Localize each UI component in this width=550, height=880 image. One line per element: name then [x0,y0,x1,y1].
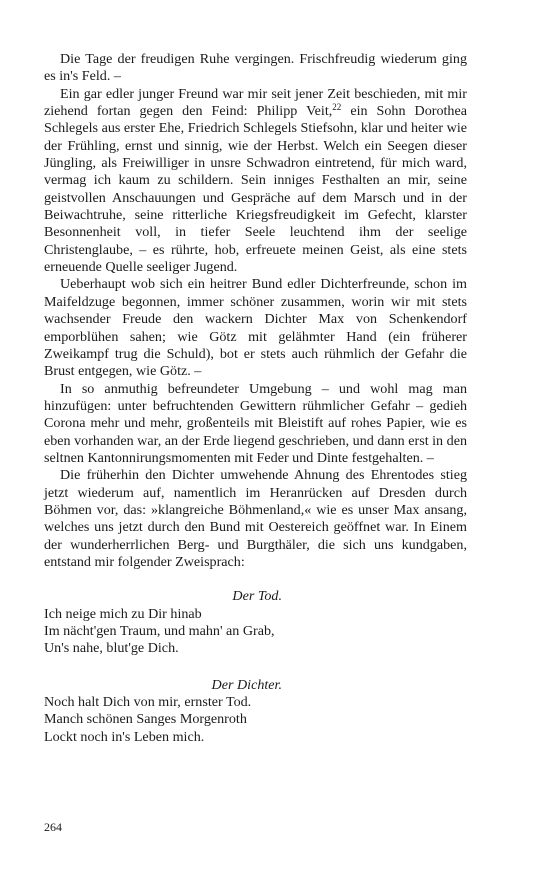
paragraph-text: Ein gar edler junger Freund war mir seit jener Zeit beschieden, mit mir ziehend fortan gegen den Feind: Philipp Veit, [44,85,467,120]
spacer [44,571,467,588]
paragraph: Ueberhaupt wob sich ein heitrer Bund edler Dichterfreunde, schon im Maifeldzuge begonnen, immer schöner zusammen, worin wir mit stets wachsender Freude den wackern Dichter Max von Schenkendorf emporblühen sahen; wie Götz mit gelähmter Hand (ein früherer Zweikampf trug die Schuld), bot er stets auch rühmlich der Gefahr die Brust entgegen, wie Götz. – [44,276,467,380]
poem-line: Im nächt'gen Traum, und mahn' an Grab, [44,623,275,639]
paragraph-text: ein Sohn Dorothea Schlegels aus erster Ehe, Friedrich Schlegels Stiefsohn, klar und heiter wie der Frühling, ernst und sinnig, wie der Herbst. Welch ein Seegen dieser Jüngling, als Freiwilliger in unsre Schwadron eintretend, für mich ward, vermag ich kaum zu schildern. Sein inniges Festhalten an mir, seine geistvollen Anschauungen und Gespräche auf dem Marsch und in der Beiwachtruhe, seine ritterliche Kriegsfreudigkeit im Gefecht, klarster Besonnenheit voll, in tiefer Seele leuchtend ihm der seelige Christenglaube, – es rührte, hob, erfreuete meinen Geist, als eine stets erneuende Quelle seeliger Jugend. [44,103,467,276]
stanza-speaker: Der Dichter. [211,676,282,693]
poem-line: Noch halt Dich von mir, ernster Tod. [44,694,252,711]
paragraph: In so anmuthig befreundeter Umgebung – und wohl mag man hinzufügen: unter befruchtenden Gewittern rühmlicher Gefahr – gedieh Corona mehr und mehr, großenteils mit Bleistift auf rohes Papier, wie es eben vorhanden war, an der Erde liegend geschrieben, und dann erst in den seltnen Kantonnirungsmomenten mit Feder und Dinte festgehalten. – [44,380,467,466]
page-number: 264 [44,820,62,834]
poem-line: Lockt noch in's Leben mich. [44,728,205,745]
poem-line: Ich neige mich zu Dir hinab [44,605,202,622]
poem-stanza [44,677,467,746]
footnote-marker[interactable]: 22 [332,102,342,113]
paragraph: Die Tage der freudigen Ruhe vergingen. Frischfreudig wiederum ging es in's Feld. – [44,51,467,85]
paragraph: Die früherhin den Dichter umwehende Ahnung des Ehrentodes stieg jetzt wiederum auf, namentlich im Heranrücken auf Dresden durch Böhmen vor, das: »klangreiche Böhmenland,« wie es unser Max ansang, welches uns jetzt durch den Bund mit Oestereich geöffnet war. In Einem der wunderherrlichen Berg- und Burgthäler, die sich uns kundgaben, entstand mir folgender Zweisprach: [44,467,467,570]
page-body [44,51,467,746]
poem-stanza [44,588,467,657]
poem [44,588,467,746]
poem-line: Un's nahe, blut'ge Dich. [44,640,179,657]
paragraph [44,86,467,277]
poem-line: Manch schönen Sanges Morgenroth [44,711,247,728]
stanza-speaker: Der Tod. [232,588,282,605]
spacer [44,658,467,677]
